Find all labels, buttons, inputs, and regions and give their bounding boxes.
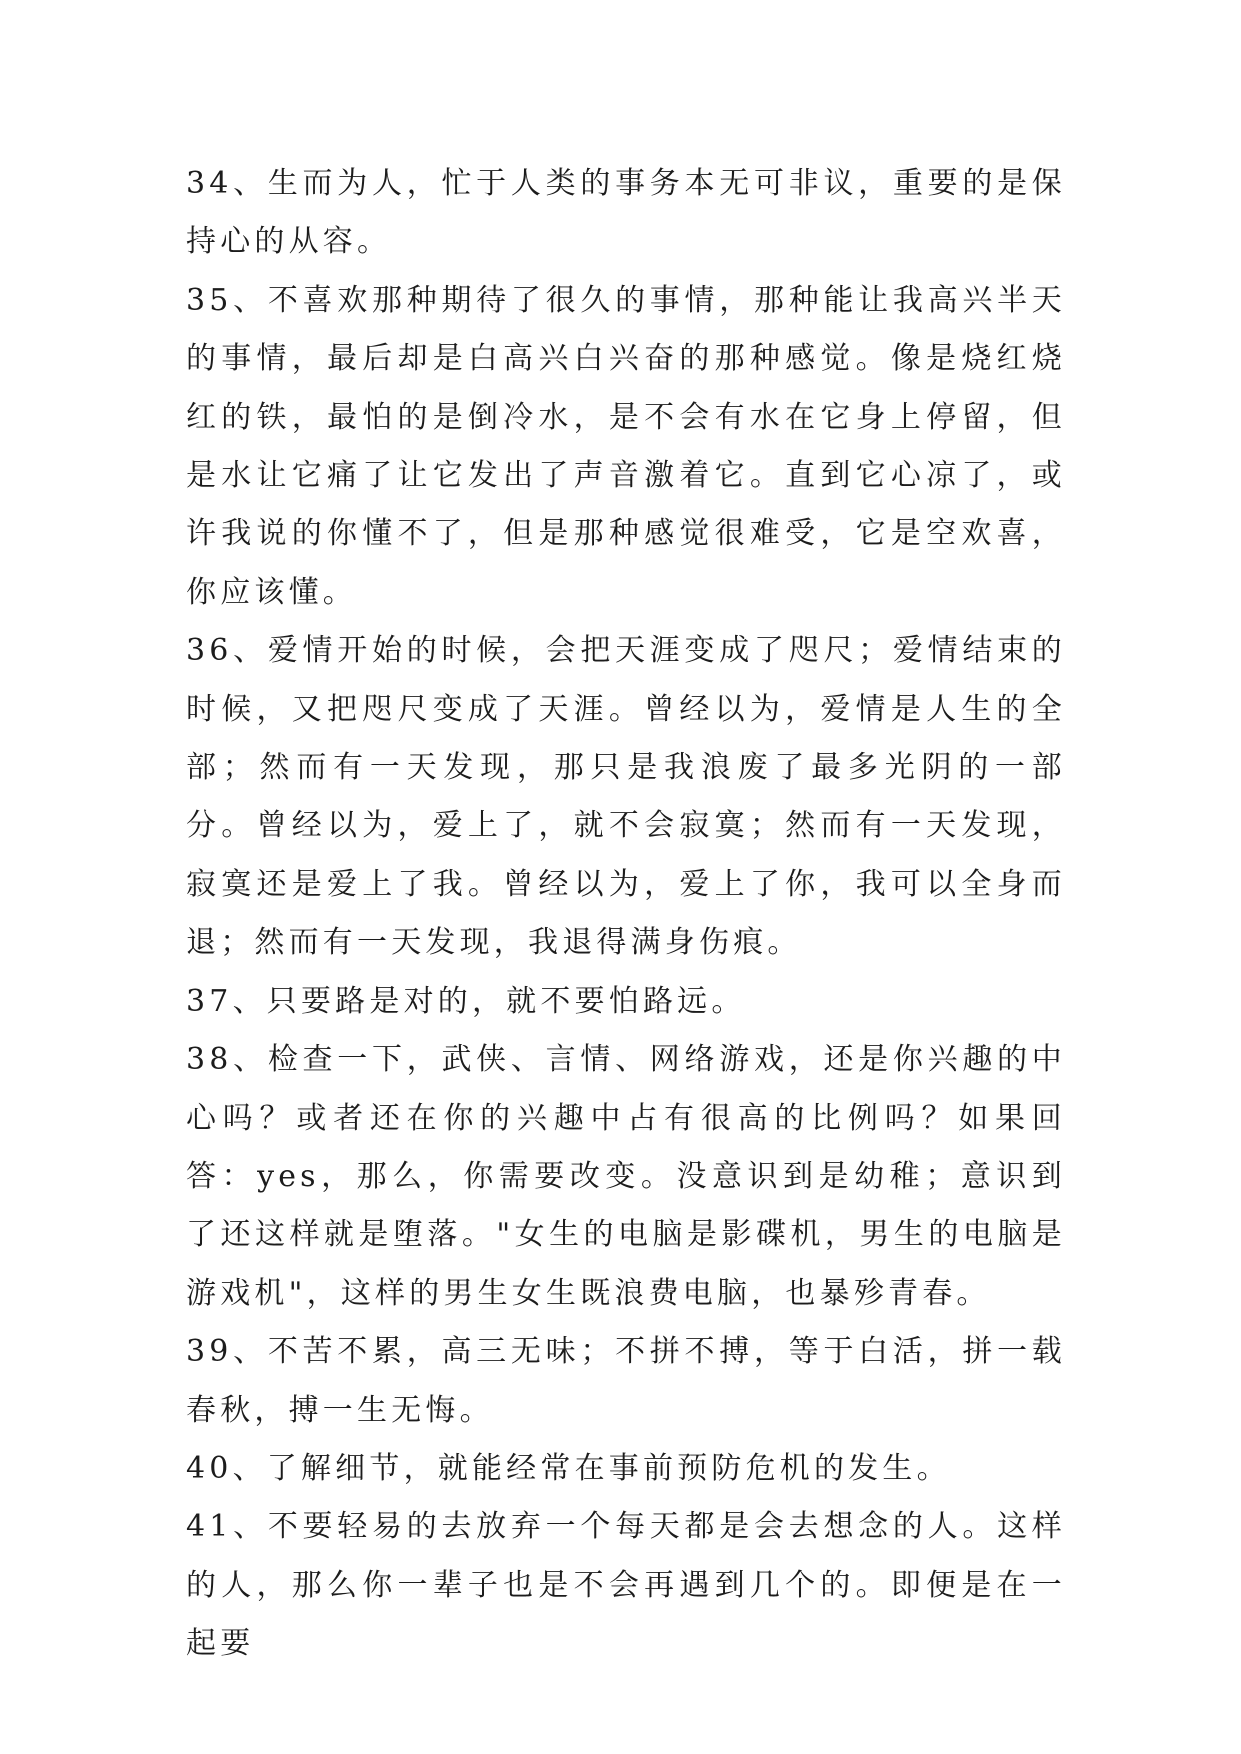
paragraph-37: 37、只要路是对的，就不要怕路远。 bbox=[186, 983, 746, 1019]
paragraph-38: 38、检查一下，武侠、言情、网络游戏，还是你兴趣的中心吗？或者还在你的兴趣中占有很高的比例吗？如果回答：yes，那么，你需要改变。没意识到是幼稚；意识到了还这样就是堕落。"女生的电脑是影碟机，男生的电脑是游戏机"，这样的男生女生既浪费电脑，也暴殄青春。 bbox=[186, 1042, 1066, 1311]
paragraph-34: 34、生而为人，忙于人类的事务本无可非议，重要的是保持心的从容。 bbox=[186, 166, 1066, 260]
paragraph-35: 35、不喜欢那种期待了很久的事情，那种能让我高兴半天的事情，最后却是白高兴白兴奋的那种感觉。像是烧红烧红的铁，最怕的是倒冷水，是不会有水在它身上停留，但是水让它痛了让它发出了声音激着它。直到它心凉了，或许我说的你懂不了，但是那种感觉很难受，它是空欢喜，你应该懂。 bbox=[186, 282, 1066, 610]
paragraph-36: 36、爱情开始的时候，会把天涯变成了咫尺；爱情结束的时候，又把咫尺变成了天涯。曾经以为，爱情是人生的全部；然而有一天发现，那只是我浪废了最多光阴的一部分。曾经以为，爱上了，就不会寂寞；然而有一天发现，寂寞还是爱上了我。曾经以为，爱上了你，我可以全身而退；然而有一天发现，我退得满身伤痕。 bbox=[186, 633, 1066, 961]
document-body bbox=[186, 155, 1066, 1674]
paragraph-39: 39、不苦不累，高三无味；不拼不搏，等于白活，拼一载春秋，搏一生无悔。 bbox=[186, 1334, 1066, 1428]
paragraph-41: 41、不要轻易的去放弃一个每天都是会去想念的人。这样的人，那么你一辈子也是不会再遇到几个的。即便是在一起要 bbox=[186, 1509, 1066, 1662]
paragraph-40: 40、了解细节，就能经常在事前预防危机的发生。 bbox=[186, 1450, 951, 1486]
